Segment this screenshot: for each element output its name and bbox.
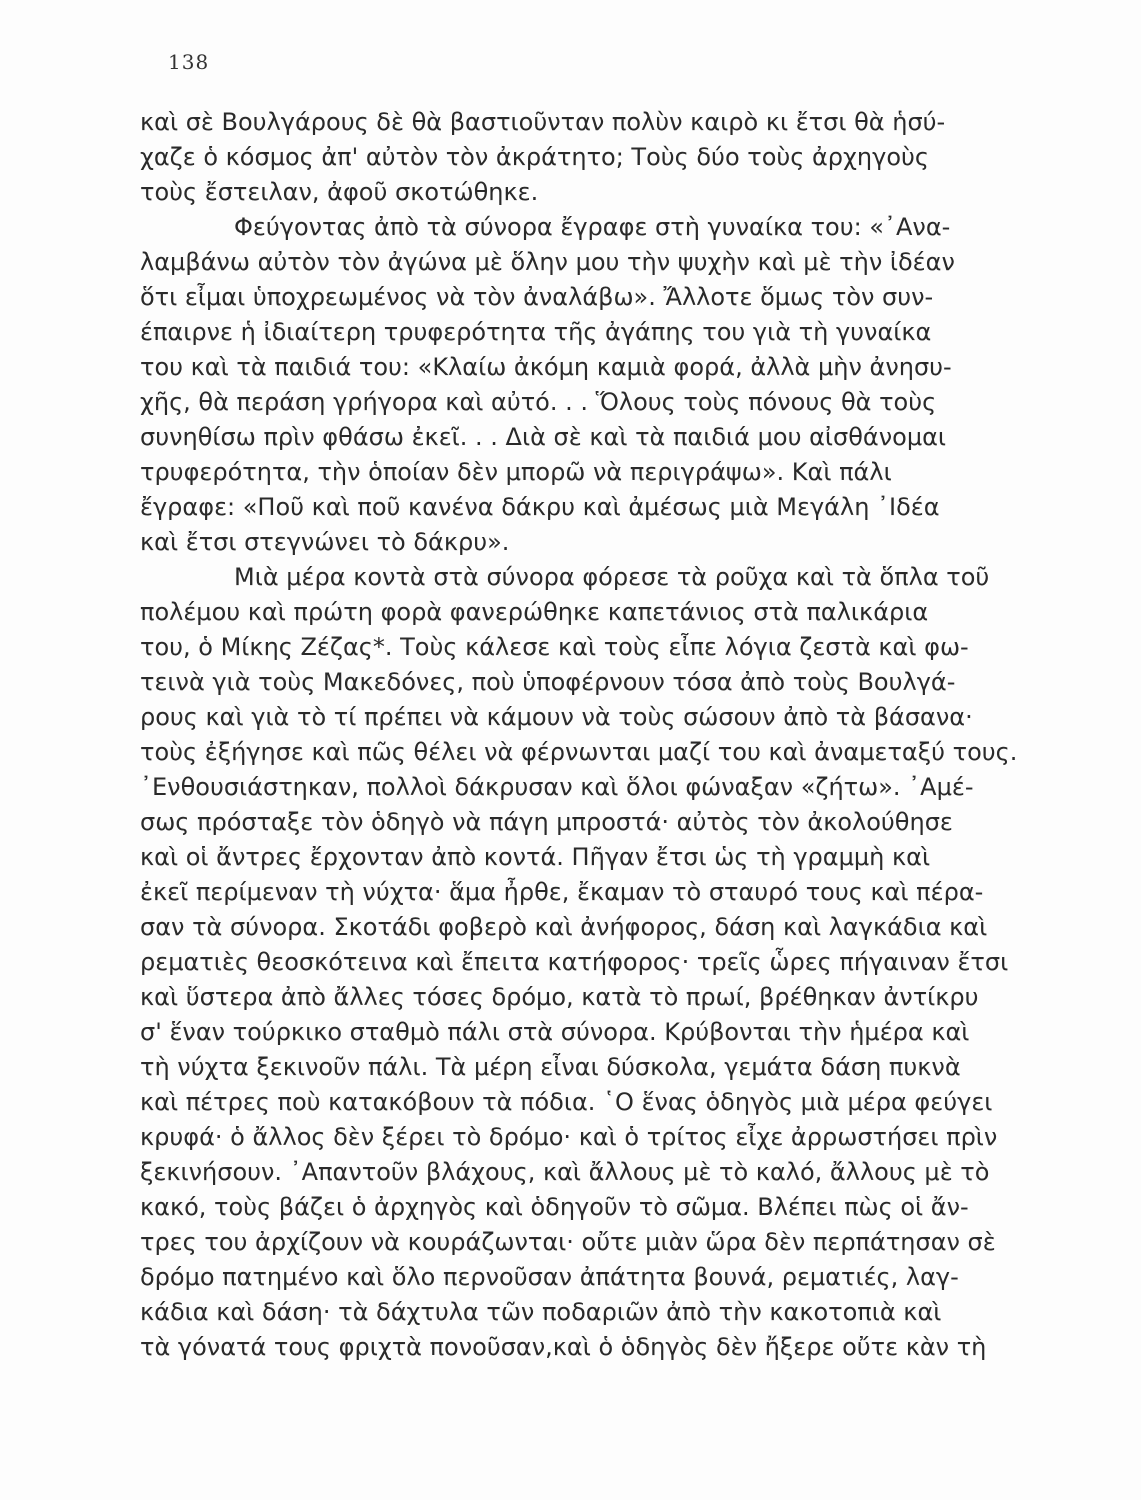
text-line: καὶ οἱ ἄντρες ἔρχονταν ἀπὸ κοντά. Πῆγαν ἔτσι ὡς τὴ γραμμὴ καὶ: [140, 843, 931, 871]
body-text: [140, 105, 1040, 1365]
text-line: καὶ πέτρες ποὺ κατακόβουν τὰ πόδια. ῾Ο ἕνας ὁδηγὸς μιὰ μέρα φεύγει: [140, 1088, 993, 1116]
text-line: λαμβάνω αὐτὸν τὸν ἀγώνα μὲ ὅλην μου τὴν ψυχὴν καὶ μὲ τὴν ἰδέαν: [140, 248, 955, 276]
text-line: έπαιρνε ἡ ἰδιαίτερη τρυφερότητα τῆς ἀγάπης του γιὰ τὴ γυναίκα: [140, 318, 932, 346]
text-line: κάδια καὶ δάση· τὰ δάχτυλα τῶν ποδαριῶν ἀπὸ τὴν κακοτοπιὰ καὶ: [140, 1298, 942, 1326]
text-line: ἔγραφε: «Ποῦ καὶ ποῦ κανένα δάκρυ καὶ ἀμέσως μιὰ Μεγάλη ᾿Ιδέα: [140, 493, 940, 521]
text-line: σως πρόσταξε τὸν ὁδηγὸ νὰ πάγη μπροστά· αὐτὸς τὸν ἀκολούθησε: [140, 808, 953, 836]
page-number: 138: [168, 50, 210, 74]
text-line: ᾿Ενθουσιάστηκαν, πολλοὶ δάκρυσαν καὶ ὅλοι φώναξαν «ζήτω». ᾿Αμέ-: [140, 773, 974, 801]
text-line: πολέμου καὶ πρώτη φορὰ φανερώθηκε καπετάνιος στὰ παλικάρια: [140, 598, 929, 626]
text-line: τοὺς ἐξήγησε καὶ πῶς θέλει νὰ φέρνωνται μαζί του καὶ ἀναμεταξύ τους.: [140, 738, 1018, 766]
text-line: ὅτι εἶμαι ὑποχρεωμένος νὰ τὸν ἀναλάβω». Ἄλλοτε ὅμως τὸν συν-: [140, 283, 934, 311]
text-line: του καὶ τὰ παιδιά του: «Κλαίω ἀκόμη καμιὰ φορά, ἀλλὰ μὴν ἀνησυ-: [140, 353, 952, 381]
text-line: ρους καὶ γιὰ τὸ τί πρέπει νὰ κάμουν νὰ τοὺς σώσουν ἀπὸ τὰ βάσανα·: [140, 703, 973, 731]
text-line: χαζε ὁ κόσμος ἀπ' αὐτὸν τὸν ἀκράτητο; Τοὺς δύο τοὺς ἀρχηγοὺς: [140, 143, 929, 171]
text-line: τὰ γόνατά τους φριχτὰ πονοῦσαν,καὶ ὁ ὁδηγὸς δὲν ἤξερε οὔτε κὰν τὴ: [140, 1333, 987, 1361]
text-line: χῆς, θὰ περάση γρήγορα καὶ αὐτό. . . Ὅλους τοὺς πόνους θὰ τοὺς: [140, 388, 937, 416]
text-line: καὶ ἔτσι στεγνώνει τὸ δάκρυ».: [140, 528, 510, 556]
text-line: σαν τὰ σύνορα. Σκοτάδι φοβερὸ καὶ ἀνήφορος, δάση καὶ λαγκάδια καὶ: [140, 913, 988, 941]
text-line: τεινὰ γιὰ τοὺς Μακεδόνες, ποὺ ὑποφέρνουν τόσα ἀπὸ τοὺς Βουλγά-: [140, 668, 956, 696]
text-line: ἐκεῖ περίμεναν τὴ νύχτα· ἅμα ἦρθε, ἔκαμαν τὸ σταυρό τους καὶ πέρα-: [140, 878, 984, 906]
text-line: σ' ἕναν τούρκικο σταθμὸ πάλι στὰ σύνορα. Κρύβονται τὴν ἡμέρα καὶ: [140, 1018, 970, 1046]
text-line: ρεματιὲς θεοσκότεινα καὶ ἔπειτα κατήφορος· τρεῖς ὧρες πήγαιναν ἔτσι: [140, 948, 1009, 976]
text-line: ξεκινήσουν. ᾿Απαντοῦν βλάχους, καὶ ἄλλους μὲ τὸ καλό, ἄλλους μὲ τὸ: [140, 1158, 990, 1186]
text-line: Φεύγοντας ἀπὸ τὰ σύνορα ἔγραφε στὴ γυναίκα του: «᾿Ανα-: [234, 213, 951, 241]
text-line: κακό, τοὺς βάζει ὁ ἀρχηγὸς καὶ ὁδηγοῦν τὸ σῶμα. Βλέπει πὼς οἱ ἄν-: [140, 1193, 969, 1221]
text-line: κρυφά· ὁ ἄλλος δὲν ξέρει τὸ δρόμο· καὶ ὁ τρίτος εἶχε ἀρρωστήσει πρὶν: [140, 1123, 998, 1151]
text-line: συνηθίσω πρὶν φθάσω ἐκεῖ. . . Διὰ σὲ καὶ τὰ παιδιά μου αἰσθάνομαι: [140, 423, 947, 451]
text-line: τοὺς ἔστειλαν, ἀφοῦ σκοτώθηκε.: [140, 178, 539, 206]
text-line: δρόμο πατημένο καὶ ὅλο περνοῦσαν ἀπάτητα βουνά, ρεματιές, λαγ-: [140, 1263, 959, 1291]
text-line: τὴ νύχτα ξεκινοῦν πάλι. Τὰ μέρη εἶναι δύσκολα, γεμάτα δάση πυκνὰ: [140, 1053, 961, 1081]
text-line: του, ὁ Μίκης Ζέζας*. Τοὺς κάλεσε καὶ τοὺς εἶπε λόγια ζεστὰ καὶ φω-: [140, 633, 969, 661]
text-line: τρες του ἀρχίζουν νὰ κουράζωνται· οὔτε μιὰν ὥρα δὲν περπάτησαν σὲ: [140, 1228, 996, 1256]
text-line: Μιὰ μέρα κοντὰ στὰ σύνορα φόρεσε τὰ ροῦχα καὶ τὰ ὅπλα τοῦ: [234, 563, 990, 591]
text-line: τρυφερότητα, τὴν ὁποίαν δὲν μπορῶ νὰ περιγράψω». Καὶ πάλι: [140, 458, 892, 486]
text-line: καὶ ὕστερα ἀπὸ ἄλλες τόσες δρόμο, κατὰ τὸ πρωί, βρέθηκαν ἀντίκρυ: [140, 983, 979, 1011]
text-line: καὶ σὲ Βουλγάρους δὲ θὰ βαστιοῦνταν πολὺν καιρὸ κι ἔτσι θὰ ἡσύ-: [140, 108, 946, 136]
